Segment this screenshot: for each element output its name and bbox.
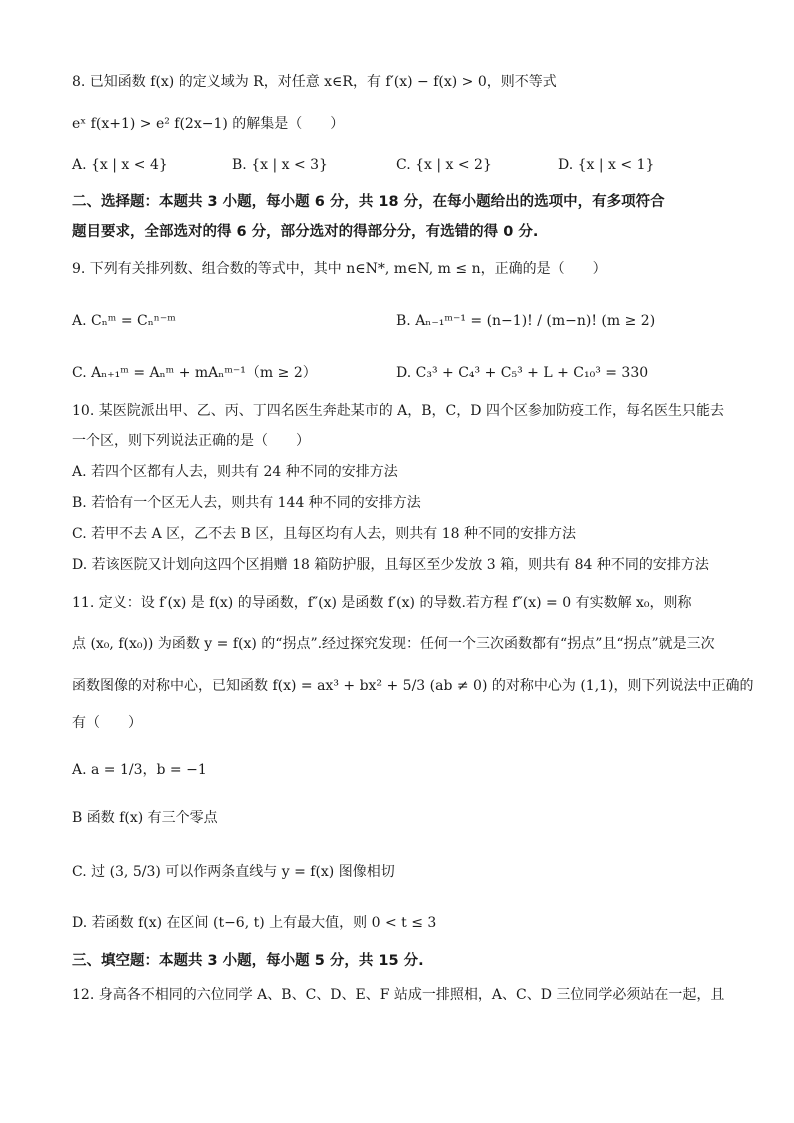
q12-stem-line1: 12. 身高各不相同的六位同学 A、B、C、D、E、F 站成一排照相，A、C、D 三位同学必须站在一起，且 [72,987,725,1003]
q9-option-d: D. C₃³ + C₄³ + C₅³ + L + C₁₀³ = 330 [396,365,649,381]
q8-stem-line1: 8. 已知函数 f(x) 的定义域为 R，对任意 x∈R，有 f′(x) − f(x) > 0，则不等式 [72,74,557,90]
q10-option-b: B. 若恰有一个区无人去，则共有 144 种不同的安排方法 [72,495,421,511]
q10-option-d: D. 若该医院又计划向这四个区捐赠 18 箱防护服，且每区至少发放 3 箱，则共有 84 种不同的安排方法 [72,557,709,573]
q9-stem: 9. 下列有关排列数、组合数的等式中，其中 n∈N*, m∈N, m ≤ n，正确的是（ ） [72,261,607,277]
section2-heading-line1: 二、选择题：本题共 3 小题，每小题 6 分，共 18 分，在每小题给出的选项中，有多项符合 [72,194,665,210]
q8-option-d: D. {x | x < 1} [558,157,655,173]
q9-option-b: B. Aₙ₋₁ᵐ⁻¹ = (n−1)! / (m−n)! (m ≥ 2) [396,313,656,329]
section3-heading: 三、填空题：本题共 3 小题，每小题 5 分，共 15 分. [72,953,424,969]
q8-option-c: C. {x | x < 2} [396,157,492,173]
q8-option-a: A. {x | x < 4} [72,157,168,173]
q8-stem-line2: eˣ f(x+1) > e² f(2x−1) 的解集是（ ） [72,116,345,132]
q10-option-a: A. 若四个区都有人去，则共有 24 种不同的安排方法 [72,464,398,480]
q11-option-c: C. 过 (3, 5/3) 可以作两条直线与 y = f(x) 图像相切 [72,864,395,880]
q10-stem-line2: 一个区，则下列说法正确的是（ ） [72,433,310,449]
q8-option-b: B. {x | x < 3} [232,157,328,173]
q11-stem-line1: 11. 定义：设 f′(x) 是 f(x) 的导函数，f″(x) 是函数 f′(x) 的导数.若方程 f″(x) = 0 有实数解 x₀，则称 [72,595,692,611]
q11-option-d: D. 若函数 f(x) 在区间 (t−6, t) 上有最大值，则 0 < t ≤ 3 [72,915,437,931]
q11-stem-line2: 点 (x₀, f(x₀)) 为函数 y = f(x) 的“拐点”.经过探究发现：任何一个三次函数都有“拐点”且“拐点”就是三次 [72,636,715,652]
q11-option-a: A. a = 1/3，b = −1 [72,762,207,778]
q9-option-a: A. Cₙᵐ = Cₙⁿ⁻ᵐ [72,313,176,329]
section2-heading-line2: 题目要求，全部选对的得 6 分，部分选对的得部分分，有选错的得 0 分. [72,224,539,240]
q10-stem-line1: 10. 某医院派出甲、乙、丙、丁四名医生奔赴某市的 A，B，C，D 四个区参加防疫工作，每名医生只能去 [72,403,724,419]
q11-stem-line3: 函数图像的对称中心，已知函数 f(x) = ax³ + bx² + 5/3 (ab ≠ 0) 的对称中心为 (1,1)，则下列说法中正确的 [72,678,754,694]
q9-option-c: C. Aₙ₊₁ᵐ = Aₙᵐ + mAₙᵐ⁻¹（m ≥ 2） [72,365,317,381]
q11-option-b: B 函数 f(x) 有三个零点 [72,810,218,826]
q11-stem-line4: 有（ ） [72,715,142,731]
q10-option-c: C. 若甲不去 A 区，乙不去 B 区，且每区均有人去，则共有 18 种不同的安排方法 [72,526,577,542]
